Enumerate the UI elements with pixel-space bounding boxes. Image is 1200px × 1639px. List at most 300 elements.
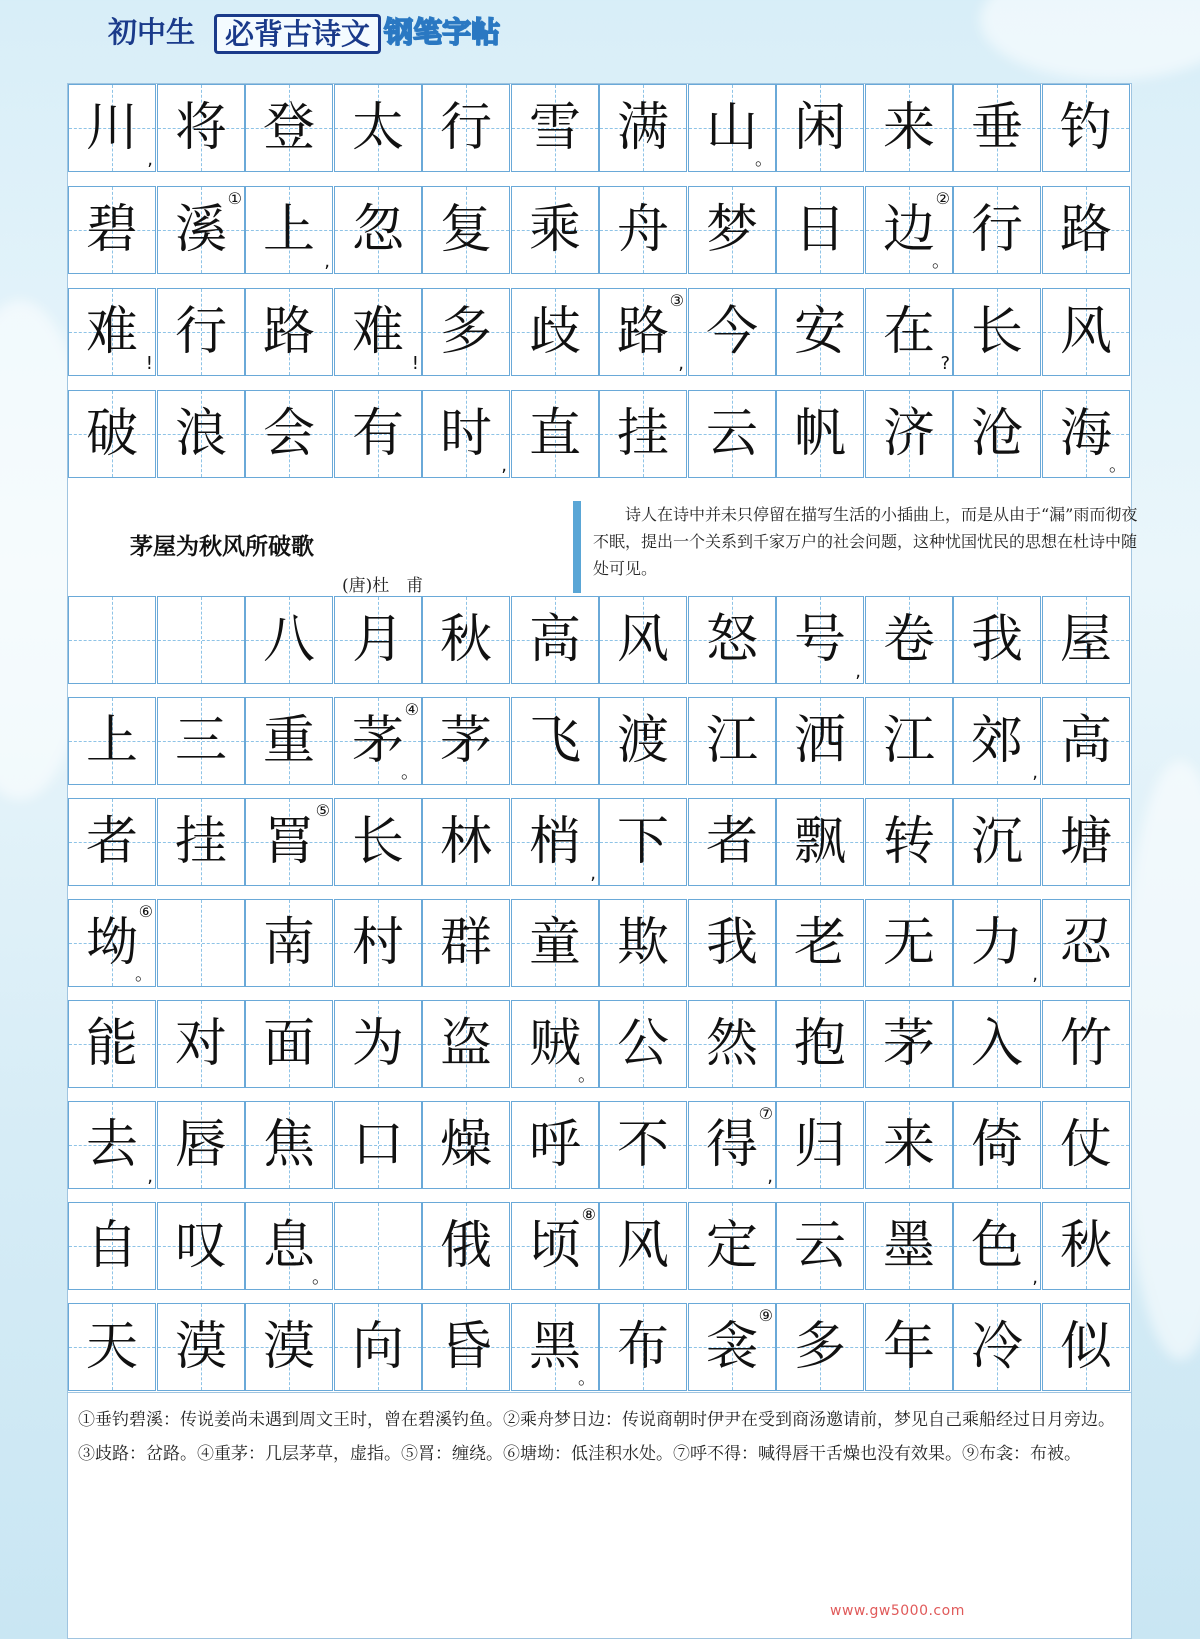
character: 在 (882, 302, 935, 362)
character: 去 (85, 1115, 138, 1175)
character: 溪 (174, 200, 227, 260)
grid-cell (599, 288, 687, 376)
grid-cell (245, 1303, 333, 1391)
punctuation-mark: 。 (932, 251, 950, 272)
character: 无 (882, 913, 935, 973)
character: 倚 (970, 1115, 1023, 1175)
character: 得 (705, 1115, 758, 1175)
grid-cell (68, 697, 156, 785)
character: 雪 (528, 98, 581, 158)
grid-cell (157, 288, 245, 376)
grid-cell (68, 186, 156, 274)
grid-cell (68, 1303, 156, 1391)
poem-title: 茅屋为秋风所破歌 (130, 534, 314, 560)
character: 秋 (1059, 1216, 1112, 1276)
punctuation-mark: ? (940, 353, 950, 374)
grid-cell (865, 798, 953, 886)
grid-cell (334, 1202, 422, 1290)
grid-cell (953, 798, 1041, 886)
character: 黑 (528, 1317, 581, 1377)
grid-cell (599, 1000, 687, 1088)
character (158, 900, 244, 986)
character: 号 (793, 610, 846, 670)
character: 挂 (616, 404, 669, 464)
character: 入 (970, 1014, 1023, 1074)
character: 我 (970, 610, 1023, 670)
character: 墨 (882, 1216, 935, 1276)
character: 盗 (439, 1014, 492, 1074)
character: 飞 (528, 711, 581, 771)
character: 乘 (528, 200, 581, 260)
character: 衾 (705, 1317, 758, 1377)
character: 漠 (262, 1317, 315, 1377)
character: 多 (793, 1317, 846, 1377)
character: 沉 (970, 812, 1023, 872)
character: 高 (1059, 711, 1112, 771)
character: 挂 (174, 812, 227, 872)
character: 上 (85, 711, 138, 771)
grid-cell (1042, 288, 1130, 376)
character: 直 (528, 404, 581, 464)
grid-cell (688, 899, 776, 987)
character: 不 (616, 1115, 669, 1175)
footnote-marker: ⑨ (758, 1306, 773, 1325)
grid-cell (1042, 1000, 1130, 1088)
character: 茅 (351, 711, 404, 771)
character: 呼 (528, 1115, 581, 1175)
character: 我 (705, 913, 758, 973)
grid-cell (68, 390, 156, 478)
grid-cell (865, 288, 953, 376)
footnote-marker: ④ (404, 700, 419, 719)
grid-cell (776, 390, 864, 478)
poem-author: (唐)杜 甫 (342, 576, 424, 596)
punctuation-mark: , (501, 455, 507, 476)
character: 帆 (793, 404, 846, 464)
grid-cell (776, 697, 864, 785)
grid-cell (157, 1000, 245, 1088)
character: 八 (262, 610, 315, 670)
character: 然 (705, 1014, 758, 1074)
grid-cell (1042, 798, 1130, 886)
character: 太 (351, 98, 404, 158)
grid-cell (688, 288, 776, 376)
character: 梢 (528, 812, 581, 872)
character: 冷 (970, 1317, 1023, 1377)
grid-cell (245, 899, 333, 987)
grid-cell (422, 288, 510, 376)
character: 老 (793, 913, 846, 973)
grid-cell (245, 84, 333, 172)
character: 三 (174, 711, 227, 771)
grid-cell (157, 899, 245, 987)
character: 忽 (351, 200, 404, 260)
character: 群 (439, 913, 492, 973)
character: 难 (351, 302, 404, 362)
character: 长 (970, 302, 1023, 362)
character: 定 (705, 1216, 758, 1276)
character: 顷 (528, 1216, 581, 1276)
grid-cell (245, 697, 333, 785)
character: 塘 (1059, 812, 1112, 872)
grid-cell (245, 596, 333, 684)
character: 年 (882, 1317, 935, 1377)
grid-cell (1042, 1202, 1130, 1290)
character: 色 (970, 1216, 1023, 1276)
character: 屋 (1059, 610, 1112, 670)
grid-cell (245, 288, 333, 376)
character: 者 (85, 812, 138, 872)
grid-cell (688, 798, 776, 886)
grid-cell (865, 596, 953, 684)
character: 川 (85, 98, 138, 158)
grid-cell (68, 798, 156, 886)
grid-cell (688, 1000, 776, 1088)
character: 面 (262, 1014, 315, 1074)
grid-cell (688, 84, 776, 172)
character: 飘 (793, 812, 846, 872)
grid-cell (776, 1202, 864, 1290)
character: 昏 (439, 1317, 492, 1377)
character: 垂 (970, 98, 1023, 158)
grid-cell (599, 899, 687, 987)
punctuation-mark: 。 (312, 1267, 330, 1288)
character: 长 (351, 812, 404, 872)
character: 秋 (439, 610, 492, 670)
grid-cell (1042, 1101, 1130, 1189)
character: 渡 (616, 711, 669, 771)
footnote-marker: ⑧ (581, 1205, 596, 1224)
grid-cell (865, 186, 953, 274)
character: 浪 (174, 404, 227, 464)
grid-cell (245, 390, 333, 478)
grid-cell (776, 1303, 864, 1391)
character: 难 (85, 302, 138, 362)
punctuation-mark: ! (411, 353, 419, 374)
grid-cell (157, 84, 245, 172)
grid-cell (865, 84, 953, 172)
character: 有 (351, 404, 404, 464)
punctuation-mark: 。 (578, 1065, 596, 1086)
punctuation-mark: 。 (1109, 455, 1127, 476)
character: 向 (351, 1317, 404, 1377)
character: 风 (616, 610, 669, 670)
grid-cell (511, 1303, 599, 1391)
character (158, 597, 244, 683)
grid-cell (157, 798, 245, 886)
character: 怒 (705, 610, 758, 670)
grid-cell (68, 1000, 156, 1088)
grid-cell (334, 899, 422, 987)
grid-cell (68, 1202, 156, 1290)
grid-cell (1042, 84, 1130, 172)
header-title-left: 初中生 (108, 15, 196, 49)
grid-cell (599, 1303, 687, 1391)
grid-cell (245, 798, 333, 886)
grid-cell (599, 1101, 687, 1189)
grid-cell (776, 798, 864, 886)
grid-cell (511, 697, 599, 785)
grid-cell (688, 1202, 776, 1290)
grid-cell (511, 84, 599, 172)
character: 云 (705, 404, 758, 464)
character: 洒 (793, 711, 846, 771)
punctuation-mark: 。 (755, 149, 773, 170)
character: 漠 (174, 1317, 227, 1377)
grid-cell (1042, 186, 1130, 274)
grid-cell (1042, 899, 1130, 987)
grid-cell (334, 1101, 422, 1189)
grid-cell (68, 899, 156, 987)
header-title-boxed: 必背古诗文 (214, 14, 381, 54)
grid-cell (422, 1303, 510, 1391)
grid-cell (953, 1101, 1041, 1189)
character: 行 (439, 98, 492, 158)
grid-cell (68, 84, 156, 172)
character: 转 (882, 812, 935, 872)
character: 能 (85, 1014, 138, 1074)
character: 布 (616, 1317, 669, 1377)
grid-cell (422, 1101, 510, 1189)
character: 俄 (439, 1216, 492, 1276)
character: 对 (174, 1014, 227, 1074)
punctuation-mark: , (678, 353, 684, 374)
character: 为 (351, 1014, 404, 1074)
grid-cell (511, 1202, 599, 1290)
character: 重 (262, 711, 315, 771)
grid-cell (511, 288, 599, 376)
character: 多 (439, 302, 492, 362)
character: 茅 (882, 1014, 935, 1074)
character: 叹 (174, 1216, 227, 1276)
grid-cell (599, 84, 687, 172)
grid-cell (422, 390, 510, 478)
grid-cell (865, 1000, 953, 1088)
punctuation-mark: , (1032, 964, 1038, 985)
character: 归 (793, 1115, 846, 1175)
grid-cell (1042, 1303, 1130, 1391)
grid-cell (865, 390, 953, 478)
character: 高 (528, 610, 581, 670)
character: 复 (439, 200, 492, 260)
grid-cell (953, 697, 1041, 785)
character: 路 (616, 302, 669, 362)
character: 童 (528, 913, 581, 973)
grid-cell (68, 596, 156, 684)
character: 南 (262, 913, 315, 973)
watermark: www.gw5000.com (830, 1603, 965, 1619)
grid-cell (688, 186, 776, 274)
grid-cell (865, 1101, 953, 1189)
character: 时 (439, 404, 492, 464)
character: 会 (262, 404, 315, 464)
grid-cell (599, 798, 687, 886)
grid-cell (422, 798, 510, 886)
grid-cell (865, 899, 953, 987)
character: 山 (705, 98, 758, 158)
grid-cell (334, 697, 422, 785)
grid-cell (953, 84, 1041, 172)
grid-cell (157, 697, 245, 785)
character: 来 (882, 1115, 935, 1175)
character: 路 (262, 302, 315, 362)
grid-cell (334, 596, 422, 684)
grid-cell (688, 1101, 776, 1189)
character: 梦 (705, 200, 758, 260)
grid-cell (511, 899, 599, 987)
grid-cell (688, 697, 776, 785)
character: 行 (174, 302, 227, 362)
grid-cell (776, 899, 864, 987)
character: 月 (351, 610, 404, 670)
grid-cell (422, 1202, 510, 1290)
punctuation-mark: , (590, 863, 596, 884)
punctuation-mark: 。 (578, 1368, 596, 1389)
character: 罥 (262, 812, 315, 872)
grid-cell (245, 1101, 333, 1189)
grid-cell (599, 596, 687, 684)
grid-cell (334, 186, 422, 274)
grid-cell (511, 186, 599, 274)
grid-cell (245, 1202, 333, 1290)
grid-cell (599, 697, 687, 785)
poem-commentary: 诗人在诗中并未只停留在描写生活的小插曲上，而是从由于“漏”雨而彻夜不眠，提出一个关系到千家万户的社会问题，这种忧国忧民的思想在杜诗中随处可见。 (573, 501, 1141, 593)
character: 口 (351, 1115, 404, 1175)
copybook-sheet (67, 83, 1138, 1639)
character: 公 (616, 1014, 669, 1074)
footnotes (68, 1392, 1131, 1553)
character: 竹 (1059, 1014, 1112, 1074)
character: 风 (616, 1216, 669, 1276)
grid-cell (776, 1000, 864, 1088)
grid-cell (953, 899, 1041, 987)
character: 息 (262, 1216, 315, 1276)
character: 自 (85, 1216, 138, 1276)
grid-cell (511, 1101, 599, 1189)
grid-cell (953, 1000, 1041, 1088)
grid-cell (422, 899, 510, 987)
grid-cell (953, 596, 1041, 684)
grid-cell (68, 1101, 156, 1189)
character: 沧 (970, 404, 1023, 464)
character: 碧 (85, 200, 138, 260)
grid-cell (68, 288, 156, 376)
character: 忍 (1059, 913, 1112, 973)
grid-cell (953, 1202, 1041, 1290)
character: 边 (882, 200, 935, 260)
grid-cell (953, 288, 1041, 376)
character: 路 (1059, 200, 1112, 260)
character: 钓 (1059, 98, 1112, 158)
character: 济 (882, 404, 935, 464)
grid-cell (157, 1202, 245, 1290)
character: 者 (705, 812, 758, 872)
grid-cell (953, 186, 1041, 274)
grid-cell (334, 1000, 422, 1088)
grid-cell (157, 1303, 245, 1391)
character: 日 (793, 200, 846, 260)
character: 抱 (793, 1014, 846, 1074)
grid-cell (422, 1000, 510, 1088)
grid-cell (1042, 697, 1130, 785)
grid-cell (688, 390, 776, 478)
grid-cell (776, 288, 864, 376)
punctuation-mark: 。 (401, 762, 419, 783)
grid-cell (245, 186, 333, 274)
punctuation-mark: , (324, 251, 330, 272)
grid-cell (511, 798, 599, 886)
grid-cell (334, 1303, 422, 1391)
character: 村 (351, 913, 404, 973)
poem-header-block (68, 491, 1138, 597)
character: 江 (882, 711, 935, 771)
character: 破 (85, 404, 138, 464)
grid-cell (1042, 390, 1130, 478)
grid-cell (511, 1000, 599, 1088)
grid-cell (1042, 596, 1130, 684)
character: 下 (616, 812, 669, 872)
character: 登 (262, 98, 315, 158)
character: 唇 (174, 1115, 227, 1175)
character: 将 (174, 98, 227, 158)
punctuation-mark: , (767, 1166, 773, 1187)
grid-cell (776, 596, 864, 684)
character: 欺 (616, 913, 669, 973)
character: 云 (793, 1216, 846, 1276)
footnote-marker: ③ (669, 291, 684, 310)
grid-cell (511, 390, 599, 478)
footnote-marker: ⑦ (758, 1104, 773, 1123)
grid-cell (422, 186, 510, 274)
character: 歧 (528, 302, 581, 362)
character: 行 (970, 200, 1023, 260)
character: 天 (85, 1317, 138, 1377)
character: 力 (970, 913, 1023, 973)
character: 闲 (793, 98, 846, 158)
character: 林 (439, 812, 492, 872)
grid-cell (511, 596, 599, 684)
grid-cell (334, 288, 422, 376)
character: 仗 (1059, 1115, 1112, 1175)
grid-cell (334, 84, 422, 172)
character: 似 (1059, 1317, 1112, 1377)
character: 贼 (528, 1014, 581, 1074)
grid-cell (953, 1303, 1041, 1391)
character: 风 (1059, 302, 1112, 362)
footnote-marker: ⑤ (315, 801, 330, 820)
footnote-marker: ② (935, 189, 950, 208)
punctuation-mark: , (147, 1166, 153, 1187)
character: 来 (882, 98, 935, 158)
character: 茅 (439, 711, 492, 771)
grid-cell (776, 186, 864, 274)
character: 上 (262, 200, 315, 260)
character: 安 (793, 302, 846, 362)
character: 卷 (882, 610, 935, 670)
grid-cell (865, 1202, 953, 1290)
grid-cell (953, 390, 1041, 478)
grid-cell (157, 186, 245, 274)
footnote-marker: ① (227, 189, 242, 208)
grid-cell (688, 1303, 776, 1391)
punctuation-mark: , (1032, 762, 1038, 783)
grid-cell (865, 697, 953, 785)
character (69, 597, 155, 683)
character: 今 (705, 302, 758, 362)
punctuation-mark: , (855, 661, 861, 682)
character: 海 (1059, 404, 1112, 464)
character: 郊 (970, 711, 1023, 771)
